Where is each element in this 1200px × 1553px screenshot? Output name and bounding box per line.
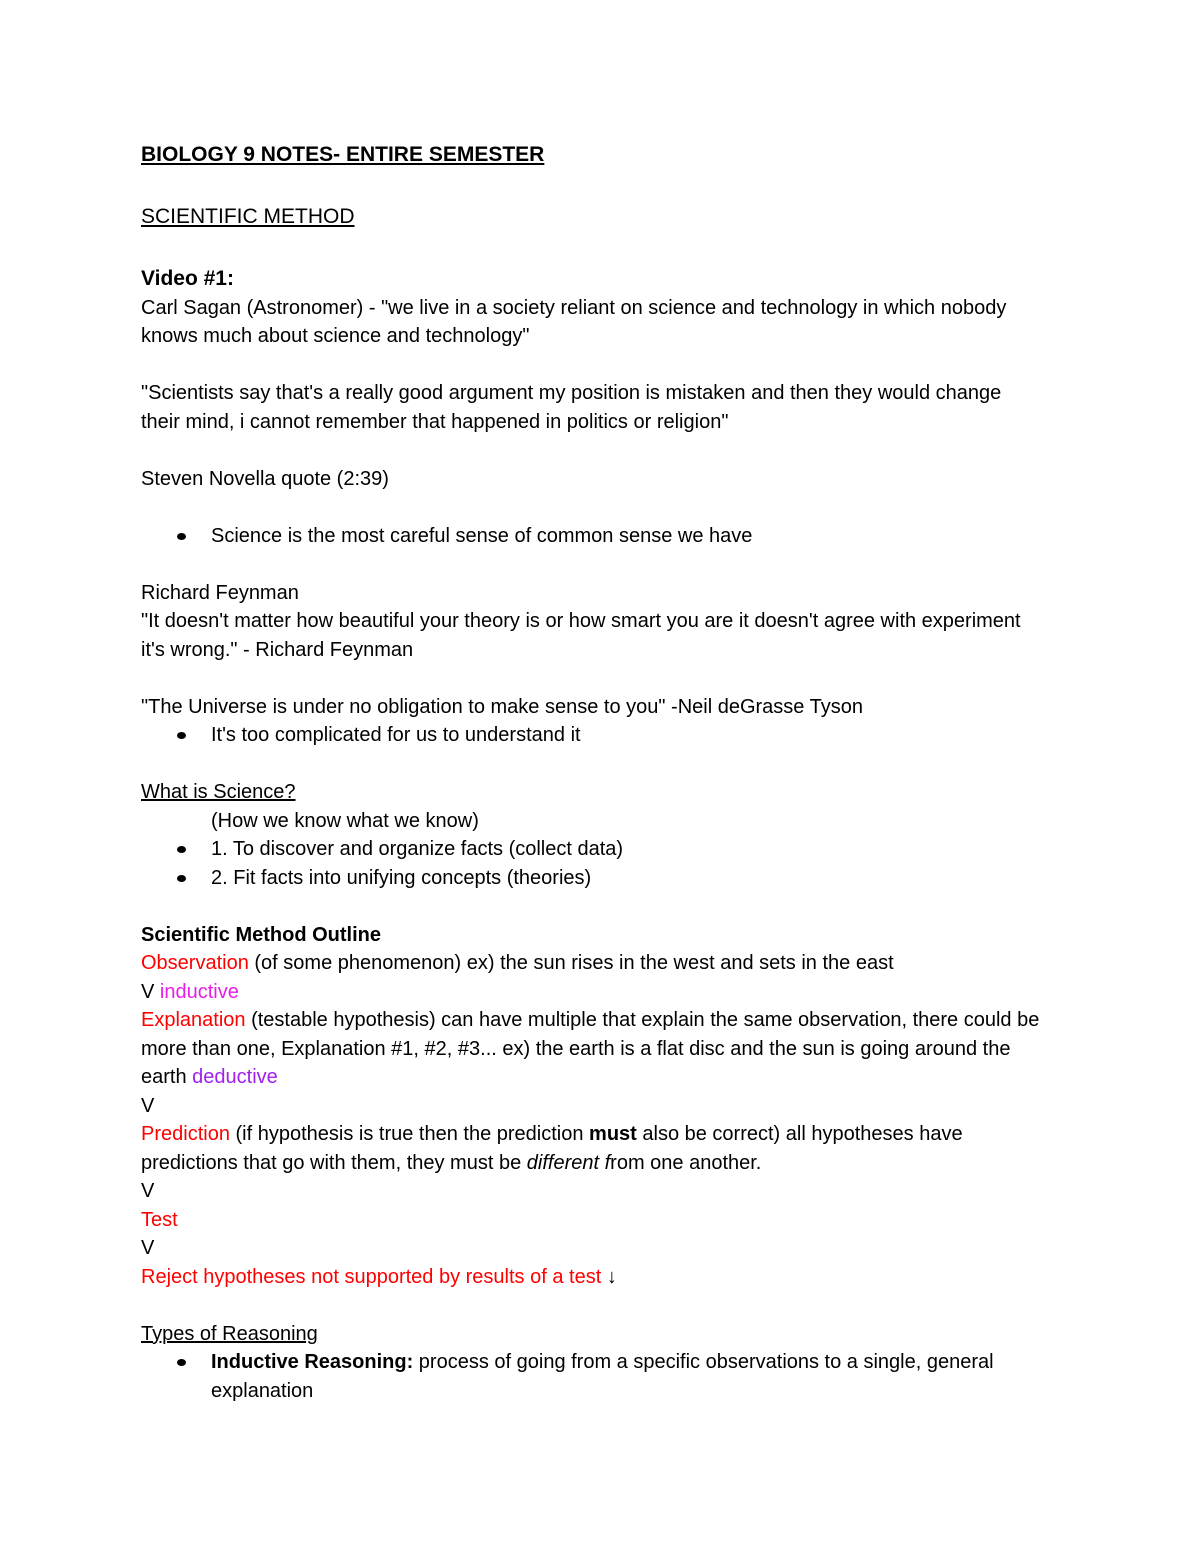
list-item-text: 1. To discover and organize facts (collect data)	[211, 838, 624, 860]
deductive-label: deductive	[192, 1066, 278, 1088]
arrow-v: V	[141, 980, 155, 1003]
inductive-reasoning-term: Inductive Reasoning:	[211, 1351, 414, 1373]
feynman-label: Richard Feynman	[141, 581, 299, 604]
observation-term: Observation	[141, 952, 249, 974]
document-title: BIOLOGY 9 NOTES- ENTIRE SEMESTER	[141, 143, 545, 166]
down-arrow-icon: ↓	[606, 1265, 617, 1288]
arrow-v: V	[141, 1180, 155, 1202]
inductive-line	[141, 978, 1041, 1007]
arrow-v: V	[141, 1237, 155, 1259]
novella-bullet-text: Science is the most careful sense of common sense we have	[211, 524, 753, 547]
inductive-label: inductive	[159, 980, 239, 1003]
prediction-line	[141, 1120, 1041, 1177]
bullet-icon	[177, 1359, 186, 1366]
observation-text: (of some phenomenon) ex) the sun rises in the west and sets in the east	[248, 952, 894, 974]
reject-line	[141, 1263, 1041, 1292]
section-heading: SCIENTIFIC METHOD	[141, 205, 355, 228]
what-is-science-subtitle: (How we know what we know)	[211, 809, 479, 832]
test-step: Test	[141, 1208, 178, 1231]
what-is-science-heading: What is Science?	[141, 781, 296, 803]
prediction-different: different f	[526, 1151, 611, 1174]
reasoning-heading: Types of Reasoning	[141, 1322, 318, 1345]
inductive-reasoning-text: process of going from a specific observations to a single, general explanation	[211, 1351, 994, 1402]
list-item	[141, 835, 1041, 864]
list-item	[141, 864, 1041, 893]
explanation-line	[141, 1006, 1041, 1092]
bullet-icon	[177, 846, 186, 853]
reject-step: Reject hypotheses not supported by results of a test	[141, 1265, 607, 1288]
sagan-quote: Carl Sagan (Astronomer) - "we live in a society reliant on science and technology in which nobody knows much about science and technology"	[141, 296, 1007, 347]
tyson-quote: "The Universe is under no obligation to make sense to you" -Neil deGrasse Tyson	[141, 695, 863, 718]
outline-heading: Scientific Method Outline	[141, 923, 382, 946]
feynman-quote: "It doesn't matter how beautiful your theory is or how smart you are it doesn't agree with experiment it's wrong." - Richard Feynman	[141, 610, 1021, 661]
document-content	[141, 141, 1041, 1405]
bullet-icon	[177, 875, 186, 882]
prediction-must: must	[589, 1123, 637, 1145]
explanation-term: Explanation	[141, 1009, 246, 1031]
observation-line	[141, 949, 1041, 978]
novella-label: Steven Novella quote (2:39)	[141, 467, 389, 490]
video-heading: Video #1:	[141, 267, 234, 290]
bullet-icon	[177, 533, 186, 540]
list-item	[141, 1348, 1041, 1405]
list-item-text: 2. Fit facts into unifying concepts (theories)	[211, 866, 592, 889]
prediction-text-3: rom one another.	[610, 1151, 762, 1174]
tyson-bullet	[141, 721, 1041, 750]
novella-bullet	[141, 522, 1041, 551]
prediction-text-1: (if hypothesis is true then the prediction	[229, 1123, 590, 1145]
arrow-v: V	[141, 1094, 155, 1117]
tyson-bullet-text: It's too complicated for us to understand it	[211, 724, 581, 746]
bullet-icon	[177, 732, 186, 739]
scientists-quote: "Scientists say that's a really good argument my position is mistaken and then they would change their mind, i cannot remember that happened in politics or religion"	[141, 382, 1002, 433]
prediction-text-2: also be correct) all hypotheses have predictions that go with them, they must be	[141, 1123, 963, 1174]
explanation-text: (testable hypothesis) can have multiple that explain the same observation, there could be more than one, Explanation #1, #2, #3... ex) the earth is a flat disc and the sun is going around the earth	[141, 1009, 1040, 1088]
prediction-term: Prediction	[141, 1123, 230, 1145]
